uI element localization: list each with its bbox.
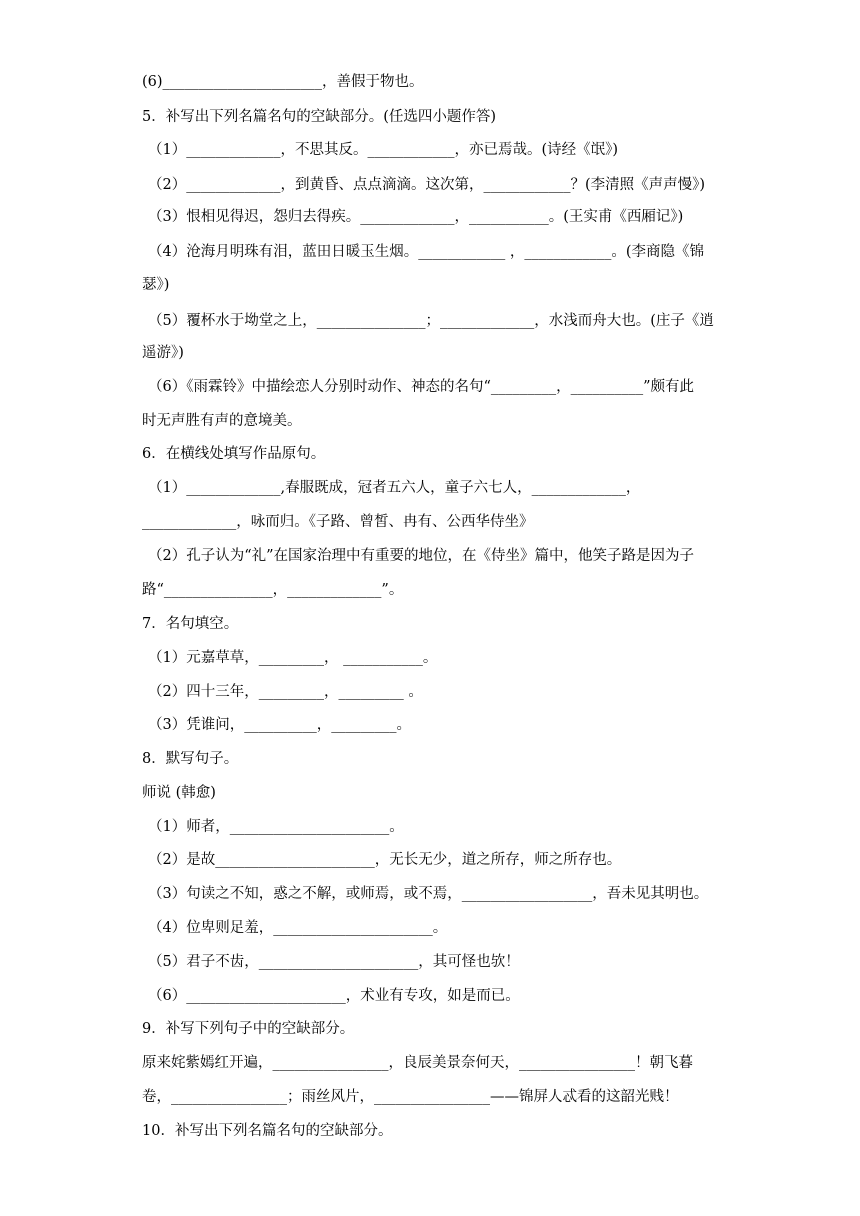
text-line: 瑟》) bbox=[142, 277, 170, 293]
text-line: 5．补写出下列名篇名句的空缺部分。(任选四小题作答) bbox=[142, 109, 497, 125]
text-line: （6）______________________，术业有专攻，如是而已。 bbox=[148, 988, 520, 1004]
text-line: 7．名句填空。 bbox=[142, 616, 239, 632]
text-line: 8．默写句子。 bbox=[142, 751, 239, 767]
text-line: 遥游》) bbox=[142, 345, 184, 361]
text-line: （2）是故______________________，无长无少，道之所存，师之所存也。 bbox=[148, 852, 622, 868]
text-line: 时无声胜有声的意境美。 bbox=[142, 413, 302, 429]
text-line: （5）君子不齿，______________________，其可怪也欤！ bbox=[148, 954, 520, 970]
text-line: （1）_____________，不思其反。____________，亦已焉哉。(诗经《氓》) bbox=[148, 142, 619, 158]
text-line: 9．补写下列句子中的空缺部分。 bbox=[142, 1021, 355, 1037]
text-line: （3）句读之不知，惑之不解，或师焉，或不焉，__________________，吾未见其明也。 bbox=[148, 886, 709, 902]
text-line: 卷，________________；雨丝风片，________________——锦屏人忒看的这韶光贱！ bbox=[142, 1089, 679, 1105]
text-line: （4）位卑则足羞，______________________。 bbox=[148, 920, 448, 936]
text-line: _____________，咏而归。《子路、曾皙、冉有、公西华侍坐》 bbox=[142, 514, 534, 530]
text-line: （6）《雨霖铃》中描绘恋人分别时动作、神态的名句“_________，__________”颇有此 bbox=[148, 379, 695, 395]
text-line: （1）元嘉草草，_________， ___________。 bbox=[148, 650, 438, 666]
text-line: （3）凭谁问，__________，_________。 bbox=[148, 717, 411, 733]
text-line: (6)______________________，善假于物也。 bbox=[142, 74, 424, 90]
text-line: （4）沧海月明珠有泪，蓝田日暖玉生烟。____________ ，____________。(李商隐《锦 bbox=[148, 244, 704, 260]
text-line: 原来姹紫嫣红开遍，________________，良辰美景奈何天，________________！朝飞暮 bbox=[142, 1055, 693, 1071]
text-line: （2）_____________，到黄昏、点点滴滴。这次第，____________？(李清照《声声慢》) bbox=[148, 177, 706, 193]
text-line: 6．在横线处填写作品原句。 bbox=[142, 446, 326, 462]
text-line: （2）孔子认为“礼”在国家治理中有重要的地位，在《侍坐》篇中，他笑子路是因为子 bbox=[148, 548, 695, 564]
text-line: 路“_______________，_____________”。 bbox=[142, 582, 404, 598]
text-line: （5）覆杯水于坳堂之上，_______________；_____________，水浅而舟大也。(庄子《逍 bbox=[148, 313, 714, 329]
text-line: 10．补写出下列名篇名句的空缺部分。 bbox=[142, 1123, 393, 1139]
text-line: 师说 (韩愈) bbox=[142, 785, 216, 801]
text-line: （2）四十三年，_________，_________ 。 bbox=[148, 684, 423, 700]
text-line: （1）师者，______________________。 bbox=[148, 819, 404, 835]
text-line: （3）恨相见得迟，怨归去得疾。_____________，___________。(王实甫《西厢记》) bbox=[148, 209, 684, 225]
text-line: （1）_____________,春服既成，冠者五六人，童子六七人，_____________， bbox=[148, 480, 641, 496]
